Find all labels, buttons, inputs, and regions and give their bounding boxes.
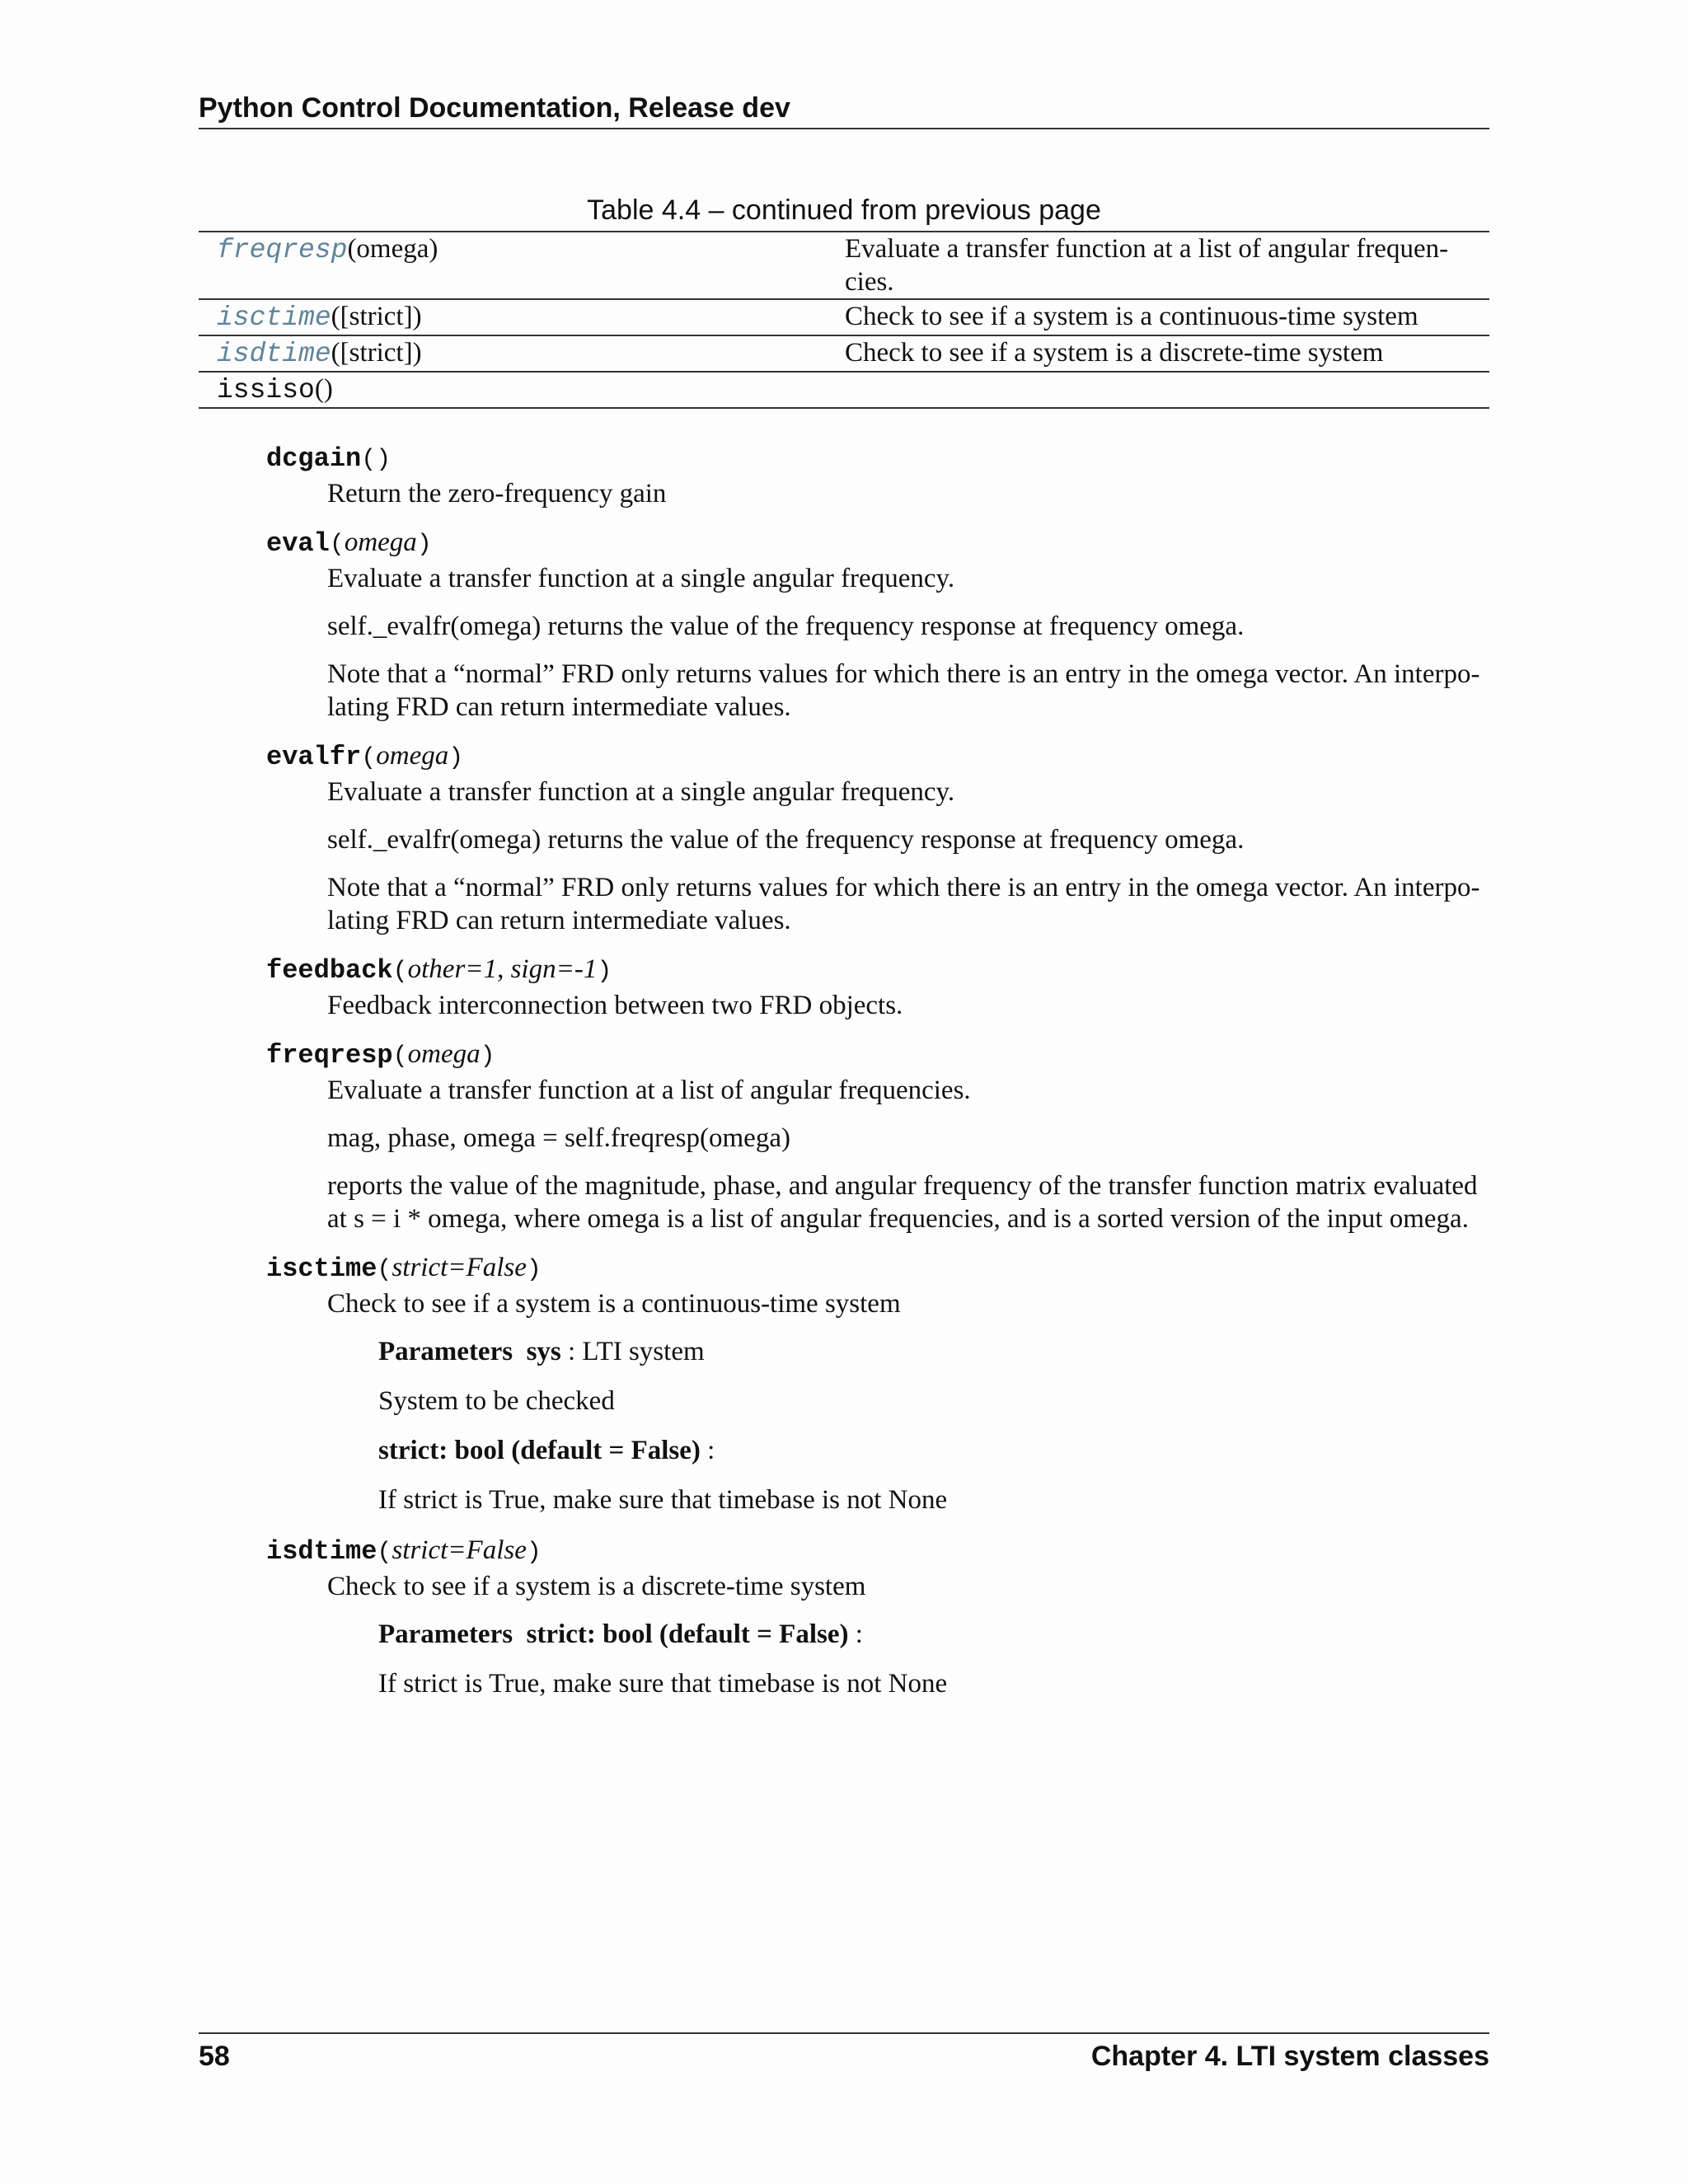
method-paragraph: Note that a “normal” FRD only returns values for which there is an entry in the omega vector. An interpo-lating FRD can return intermediate values.	[327, 659, 1480, 722]
method-paragraph: mag, phase, omega = self.freqresp(omega)	[327, 1123, 790, 1153]
param-description: If strict is True, make sure that timebase is not None	[378, 1669, 948, 1699]
table-row	[199, 335, 1489, 372]
method-link-isctime[interactable]: isctime	[217, 302, 331, 333]
method-arg: other=1	[407, 954, 498, 984]
table-cell-method	[199, 232, 845, 299]
parameter-entry	[378, 1335, 1489, 1368]
method-name: isdtime	[266, 1536, 377, 1567]
method-args: (omega)	[347, 234, 438, 264]
method-args: ([strict])	[331, 302, 422, 331]
method-body-feedback	[327, 989, 1489, 1022]
parameter-entry	[378, 1618, 1489, 1651]
method-arg: omega	[376, 741, 449, 771]
method-body-freqresp	[327, 1074, 1489, 1235]
param-type: : LTI system	[568, 1337, 705, 1366]
method-paragraph: self._evalfr(omega) returns the value of the frequency response at frequency omega.	[327, 825, 1245, 855]
parameters-label: Parameters	[378, 1619, 513, 1649]
method-args: ()	[314, 374, 333, 404]
page-number: 58	[199, 2041, 230, 2072]
method-name: isctime	[266, 1254, 377, 1284]
param-description: System to be checked	[378, 1386, 615, 1416]
parameters-list	[378, 1618, 1489, 1700]
method-signature-eval: eval(omega)	[266, 527, 432, 559]
method-body-isdtime	[327, 1570, 1489, 1700]
method-list	[266, 440, 1489, 1717]
param-separator: :	[707, 1436, 715, 1465]
table-cell-desc: Evaluate a transfer function at a list of angular frequen-cies.	[845, 234, 1449, 297]
method-link-freqresp[interactable]: freqresp	[217, 235, 348, 265]
method-description: Check to see if a system is a discrete-time system	[327, 1572, 866, 1601]
method-signature-feedback: feedback(other=1, sign=-1)	[266, 954, 612, 986]
method-arg: strict=False	[392, 1253, 527, 1282]
parameter-entry	[378, 1434, 1489, 1467]
method-description: Evaluate a transfer function at a single angular frequency.	[327, 777, 955, 807]
table-row	[199, 299, 1489, 335]
method-arg: strict=False	[392, 1535, 527, 1565]
method-args: ([strict])	[331, 338, 422, 368]
method-body-evalfr	[327, 776, 1489, 937]
method-description: Evaluate a transfer function at a list of angular frequencies.	[327, 1076, 971, 1105]
table-cell-desc: Check to see if a system is a continuous-time system	[845, 302, 1418, 331]
method-body-isctime	[327, 1287, 1489, 1516]
method-body-eval	[327, 562, 1489, 724]
method-description: Check to see if a system is a continuous-time system	[327, 1289, 901, 1319]
table-row	[199, 372, 1489, 408]
methods-table	[199, 231, 1489, 409]
method-paragraph: reports the value of the magnitude, phase, and angular frequency of the transfer function matrix evaluated at s = i * omega, where omega is a list of angular frequencies, and is a sorted version of the input omega.	[327, 1171, 1478, 1234]
parameters-list	[378, 1335, 1489, 1516]
method-arg: omega	[407, 1039, 481, 1069]
method-args: ()	[361, 446, 392, 474]
method-description: Feedback interconnection between two FRD objects.	[327, 991, 903, 1020]
method-name: dcgain	[266, 443, 362, 474]
method-body-dcgain	[327, 477, 1489, 510]
param-description: If strict is True, make sure that timebase is not None	[378, 1485, 948, 1515]
method-description: Evaluate a transfer function at a single angular frequency.	[327, 564, 955, 593]
running-header	[199, 92, 1489, 129]
table-cell-desc: Check to see if a system is a discrete-time system	[845, 338, 1384, 368]
parameters-label: Parameters	[378, 1337, 513, 1366]
param-name: sys	[526, 1337, 561, 1366]
method-name: feedback	[266, 955, 393, 986]
method-name: evalfr	[266, 742, 362, 772]
method-description: Return the zero-frequency gain	[327, 479, 667, 509]
method-signature-evalfr: evalfr(omega)	[266, 741, 464, 772]
method-name: freqresp	[266, 1040, 393, 1071]
method-arg: omega	[344, 527, 417, 557]
method-signature-dcgain	[266, 440, 1489, 477]
table-row	[199, 232, 1489, 299]
param-name: strict: bool (default = False)	[378, 1436, 701, 1465]
method-signature-isdtime: isdtime(strict=False)	[266, 1535, 542, 1567]
method-name: eval	[266, 528, 330, 559]
method-paragraph: Note that a “normal” FRD only returns values for which there is an entry in the omega vector. An interpo-lating FRD can return intermediate values.	[327, 873, 1480, 935]
method-signature-isctime: isctime(strict=False)	[266, 1253, 542, 1284]
table-cell-method	[199, 335, 845, 372]
chapter-title: Chapter 4. LTI system classes	[1090, 2041, 1489, 2072]
header-title: Python Control Documentation, Release dev	[199, 92, 790, 124]
method-paragraph: self._evalfr(omega) returns the value of the frequency response at frequency omega.	[327, 612, 1245, 641]
table-cell-desc	[845, 372, 1489, 408]
table-caption: Table 4.4 – continued from previous page	[587, 194, 1101, 226]
method-name-issiso: issiso	[217, 375, 315, 405]
running-footer	[199, 2032, 1489, 2073]
method-signature-freqresp: freqresp(omega)	[266, 1039, 495, 1071]
method-arg: sign=-1	[510, 954, 598, 984]
param-name: strict: bool (default = False)	[526, 1619, 849, 1649]
method-link-isdtime[interactable]: isdtime	[217, 339, 331, 369]
param-separator: :	[855, 1619, 863, 1649]
table-cell-method	[199, 372, 845, 408]
table-cell-method	[199, 299, 845, 335]
